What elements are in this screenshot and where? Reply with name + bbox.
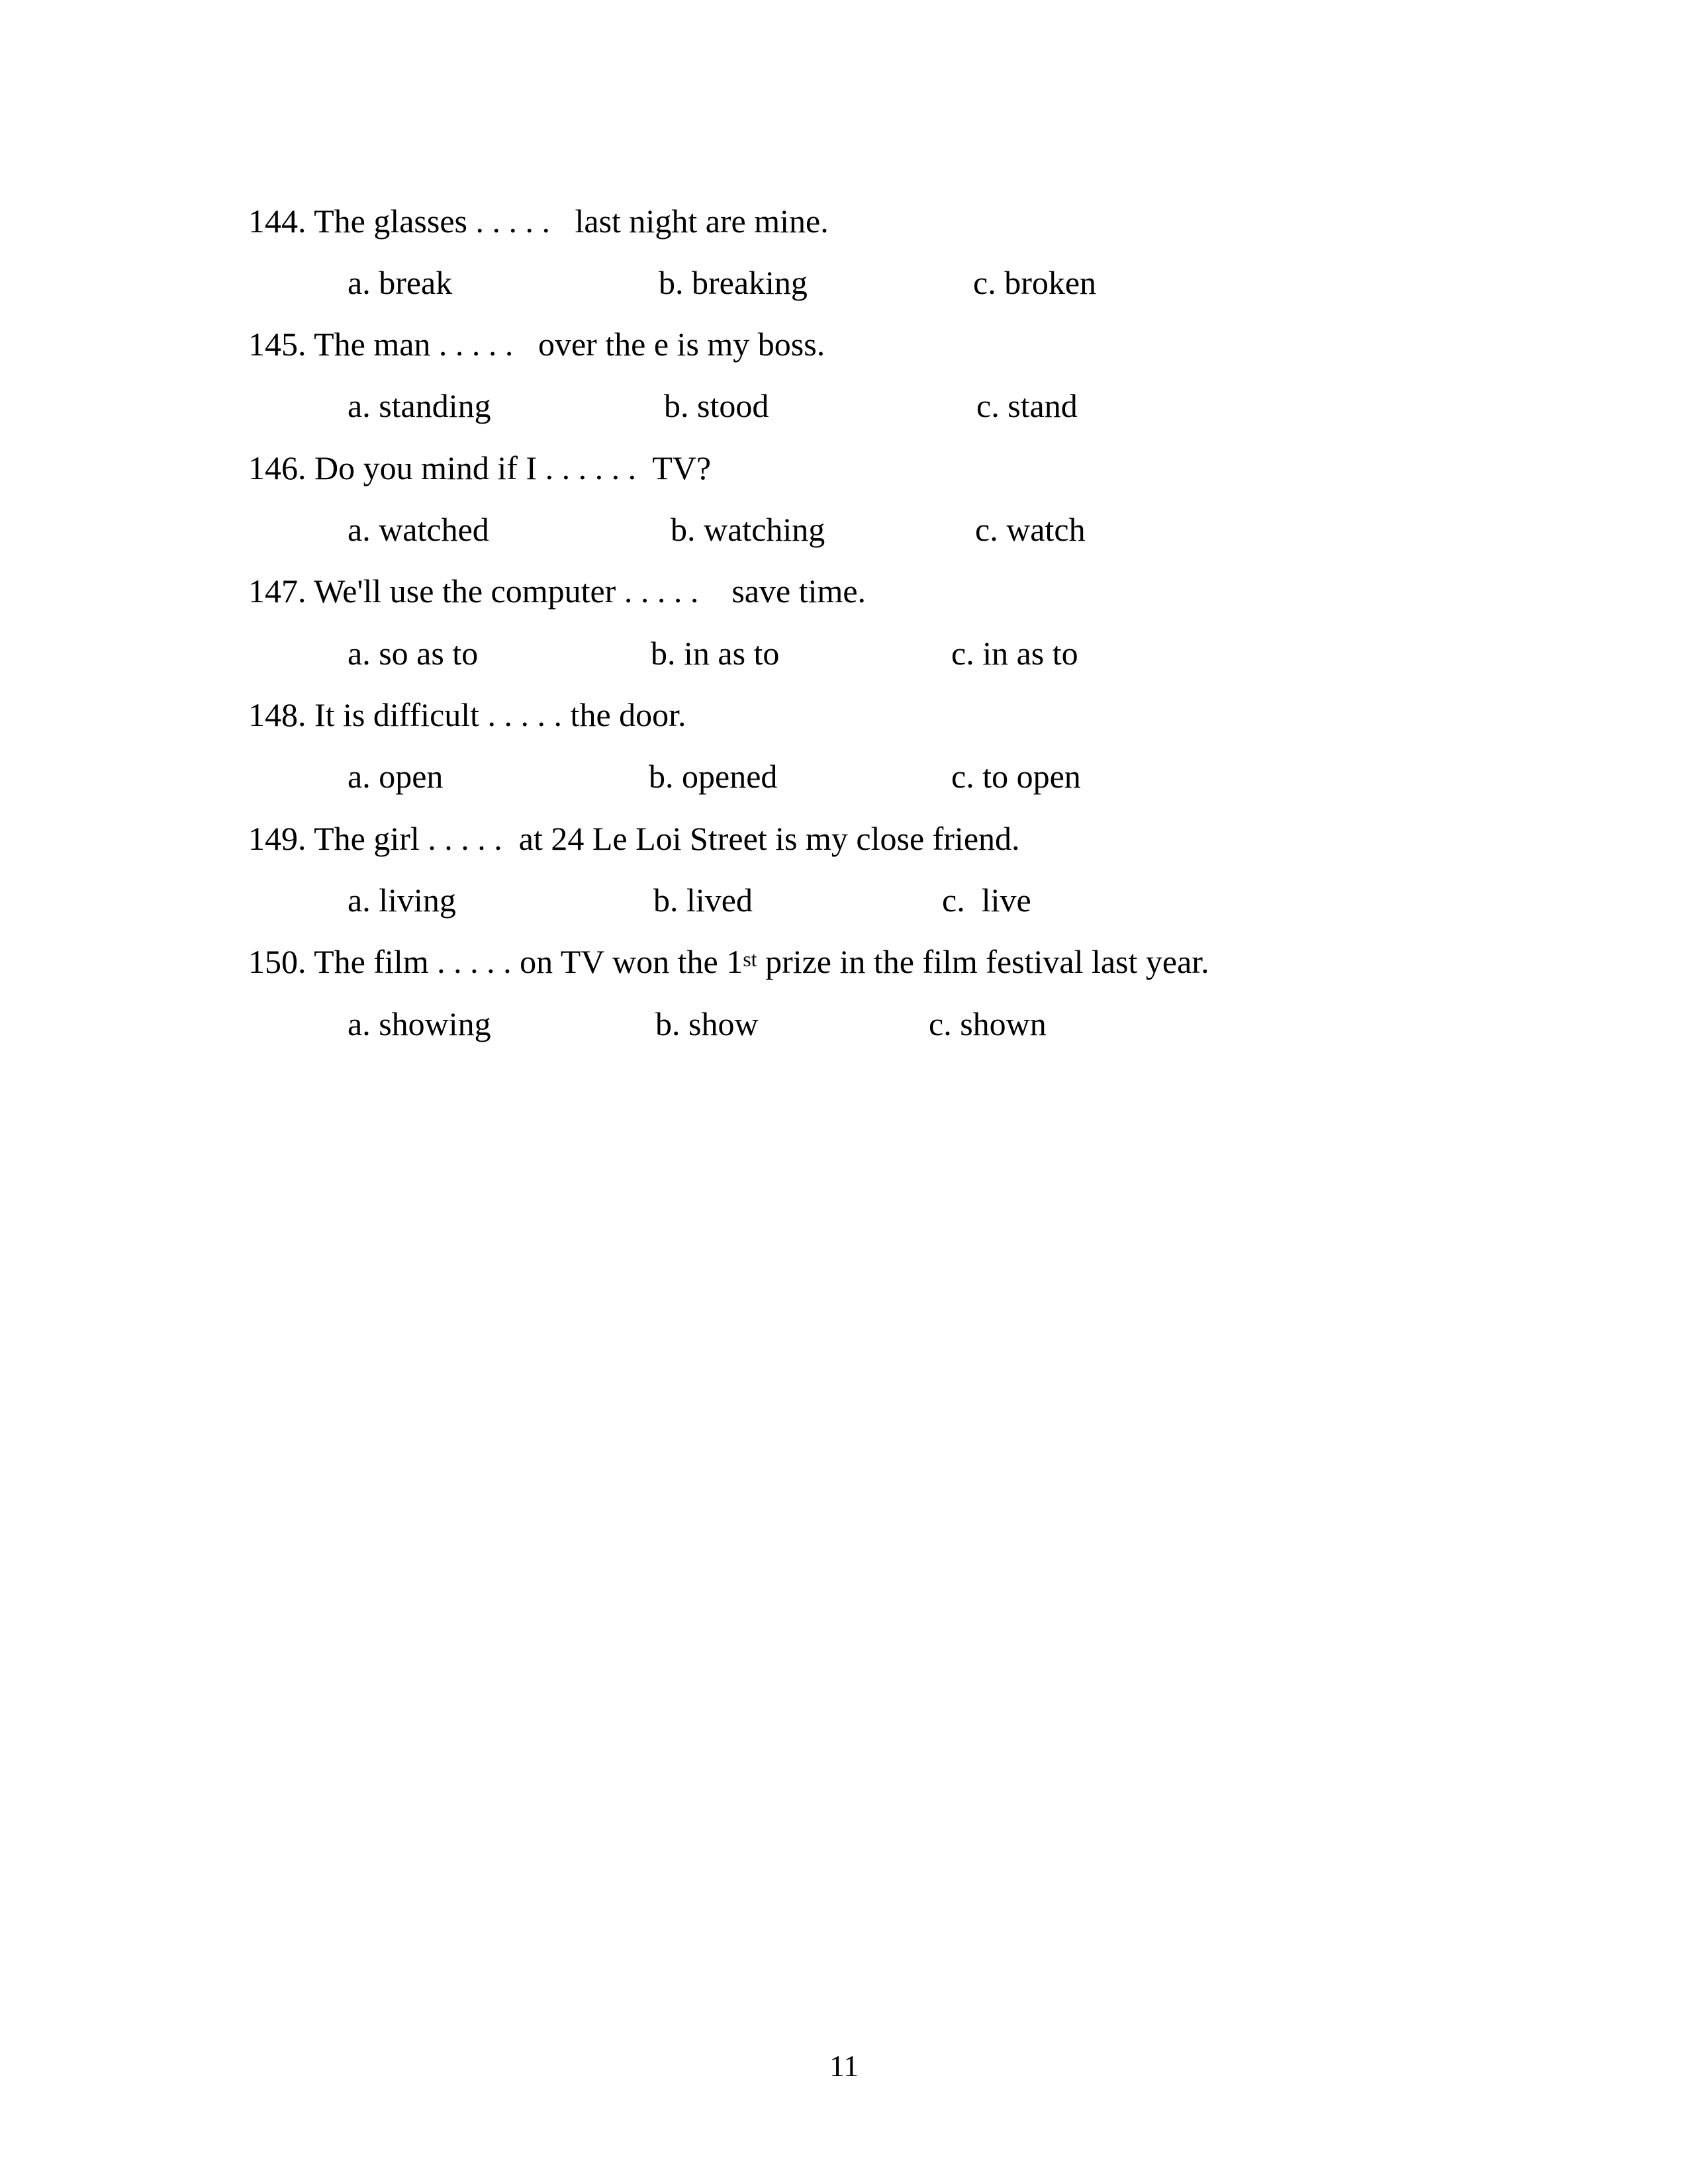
page-number: 11 (829, 2049, 859, 2083)
question-stem-before: It is difficult . . . . . the door. (314, 696, 686, 733)
question-stem-after: TV? (652, 449, 712, 486)
question-stem-before: Do you mind if I . . . . . . (314, 449, 637, 486)
option-c: c. watch (975, 511, 1086, 548)
question-number: 149. (248, 820, 306, 857)
question-stem-before: The man . . . . . (314, 326, 514, 363)
question-144 (248, 201, 829, 241)
option-a: a. living (348, 882, 456, 919)
option-b: b. watching (671, 511, 825, 548)
question-stem-before: The glasses . . . . . (314, 203, 550, 240)
option-b: b. opened (649, 758, 778, 795)
question-number: 150. (248, 943, 306, 980)
option-a: a. showing (348, 1005, 491, 1042)
question-145 (248, 324, 825, 364)
options-144 (348, 263, 1407, 302)
option-c: c. to open (951, 758, 1081, 795)
option-b: b. show (655, 1005, 759, 1042)
question-146 (248, 448, 711, 488)
option-b: b. breaking (659, 264, 808, 301)
question-147 (248, 571, 866, 611)
option-a: a. so as to (348, 635, 479, 672)
question-number: 148. (248, 696, 306, 733)
option-c: c. live (942, 882, 1031, 919)
options-147 (348, 633, 1407, 673)
question-stem-before: The girl . . . . . (314, 820, 502, 857)
question-stem-after: save time. (731, 572, 867, 610)
option-c: c. in as to (951, 635, 1078, 672)
question-number: 147. (248, 572, 306, 610)
option-a: a. break (348, 264, 453, 301)
options-149 (348, 880, 1407, 920)
question-stem-after: last night are mine. (575, 203, 829, 240)
question-number: 145. (248, 326, 306, 363)
question-stem-before: We'll use the computer . . . . . (314, 572, 699, 610)
option-b: b. lived (653, 882, 753, 919)
options-150 (348, 1004, 1407, 1044)
question-number: 146. (248, 449, 306, 486)
question-stem-after: prize in the film festival last year. (765, 943, 1209, 980)
option-a: a. standing (348, 387, 491, 424)
question-148 (248, 695, 686, 735)
option-b: b. in as to (651, 635, 780, 672)
option-c: c. stand (976, 387, 1078, 424)
question-stem-after: at 24 Le Loi Street is my close friend. (518, 820, 1020, 857)
ordinal-suffix: st (743, 947, 757, 971)
options-145 (348, 386, 1407, 426)
option-a: a. open (348, 758, 444, 795)
option-a: a. watched (348, 511, 489, 548)
options-148 (348, 756, 1407, 796)
question-stem-before: The film . . . . . on TV won the 1 (314, 943, 743, 980)
question-149 (248, 819, 1020, 858)
option-c: c. shown (929, 1005, 1047, 1042)
options-146 (348, 510, 1407, 549)
option-b: b. stood (664, 387, 769, 424)
question-150 (248, 942, 1209, 981)
option-c: c. broken (973, 264, 1097, 301)
question-number: 144. (248, 203, 306, 240)
question-stem-after: over the e is my boss. (538, 326, 825, 363)
